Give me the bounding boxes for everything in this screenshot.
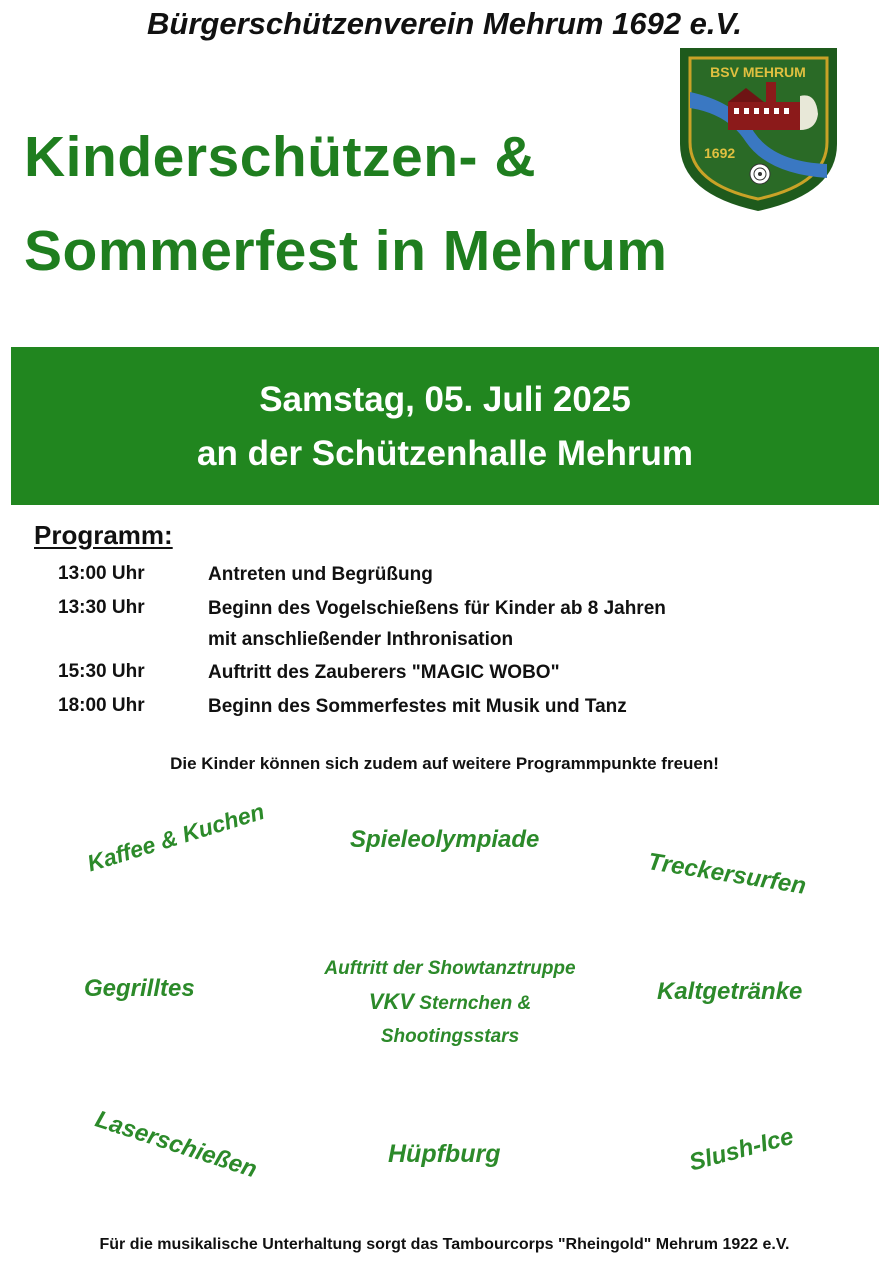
activity-showtanz: [280, 952, 620, 1053]
event-date: Samstag, 05. Juli 2025: [259, 380, 631, 419]
program-time: 13:00 Uhr: [58, 563, 145, 584]
program-description: Auftritt des Zauberers "MAGIC WOBO": [208, 662, 560, 683]
crest-building: [728, 102, 800, 130]
activity-showtanz-line2: Sternchen &: [419, 993, 532, 1014]
program-description-continued: mit anschließender Inthronisation: [208, 629, 514, 650]
club-name: Bürgerschützenverein Mehrum 1692 e.V.: [147, 6, 742, 41]
activity-gegrilltes: Gegrilltes: [84, 975, 195, 1002]
club-crest-logo: [676, 44, 841, 214]
activity-showtanz-line1: Auftritt der Showtanztruppe: [324, 958, 576, 979]
event-title-line-1: Kinderschützen- &: [24, 125, 537, 189]
footer-note: Für die musikalische Unterhaltung sorgt das Tambourcorps "Rheingold" Mehrum 1922 e.V.: [99, 1236, 790, 1253]
event-location: an der Schützenhalle Mehrum: [197, 434, 693, 473]
activity-kaffee-kuchen: Kaffee & Kuchen: [84, 797, 268, 877]
activity-kaltgetraenke: Kaltgetränke: [657, 978, 803, 1005]
program-time: 18:00 Uhr: [58, 695, 145, 716]
program-time: 15:30 Uhr: [58, 661, 145, 682]
activity-slush-ice: Slush-Ice: [686, 1122, 797, 1177]
crest-label: BSV MEHRUM: [710, 64, 806, 80]
date-banner: [11, 347, 879, 505]
activity-spieleolympiade: Spieleolympiade: [350, 826, 540, 853]
crest-year: 1692: [704, 145, 736, 161]
program-description: Beginn des Vogelschießens für Kinder ab 8 Jahren: [208, 598, 666, 619]
program-description: Beginn des Sommerfestes mit Musik und Tanz: [208, 696, 627, 717]
activity-huepfburg: Hüpfburg: [388, 1140, 501, 1168]
event-title-line-2: Sommerfest in Mehrum: [24, 219, 668, 283]
activities-intro: Die Kinder können sich zudem auf weitere Programmpunkte freuen!: [170, 754, 719, 773]
activity-laserschiessen: Laserschießen: [91, 1105, 261, 1184]
activity-showtanz-line3: Shootingsstars: [380, 1026, 520, 1047]
program-time: 13:30 Uhr: [58, 597, 145, 618]
program-description: Antreten und Begrüßung: [208, 564, 433, 585]
activity-showtanz-vkv: VKV: [368, 989, 415, 1014]
program-heading: Programm:: [34, 520, 173, 550]
activity-treckersurfen: Treckersurfen: [645, 848, 808, 900]
